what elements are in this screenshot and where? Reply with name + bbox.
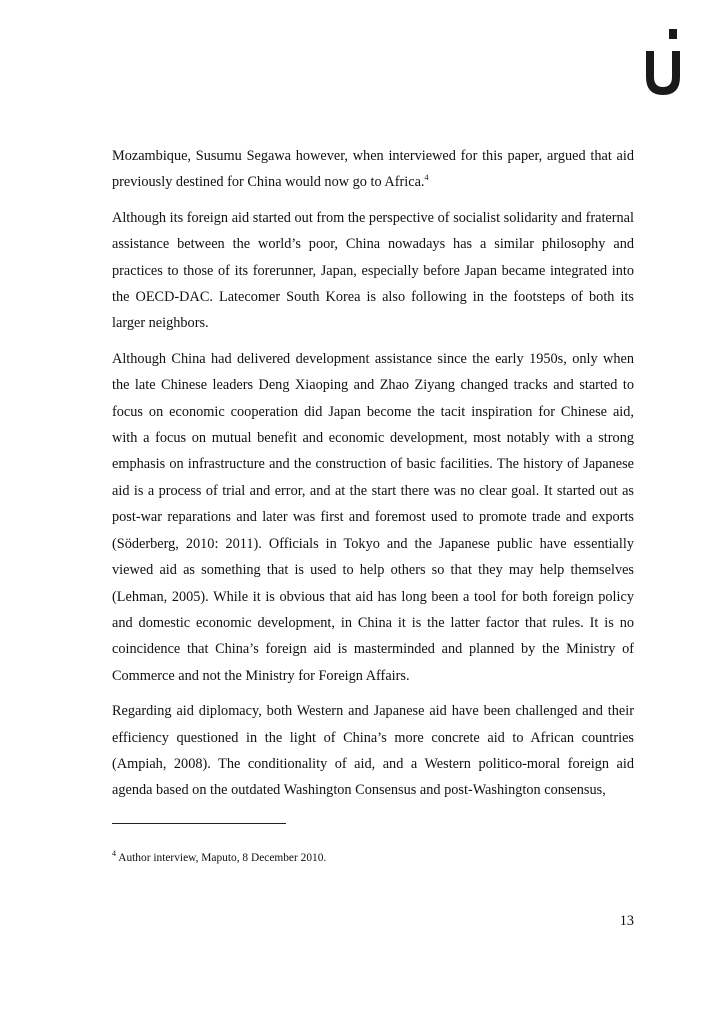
- paragraph-3: Although China had delivered development assistance since the early 1950s, only when the late Chinese leaders Deng Xiaoping and Zhao Ziyang changed tracks and started to focus on economic cooperation did Japan become the tacit inspiration for Chinese aid, with a focus on mutual benefit and economic development, most notably with a strong emphasis on infrastructure and the construction of basic facilities. The history of Japanese aid is a process of trial and error, and at the start there was no clear goal. It started out as post-war reparations and later was first and foremost used to promote trade and exports (Söderberg, 2010: 2011). Officials in Tokyo and the Japanese public have essentially viewed aid as something that is used to help others so that they may help themselves (Lehman, 2005). While it is obvious that aid has long been a tool for both foreign policy and domestic economic development, in China it is the latter factor that rules. It is no coincidence that China’s foreign aid is masterminded and planned by the Ministry of Commerce and not the Ministry for Foreign Affairs.: [112, 350, 634, 684]
- paragraph-1: [112, 143, 634, 196]
- paragraph-text: Mozambique, Susumu Segawa however, when interviewed for this paper, argued that aid previously destined for China would now go to Africa.: [112, 148, 634, 191]
- footnote-separator: [112, 823, 286, 824]
- footnote: [112, 851, 326, 865]
- paragraph-2: Although its foreign aid started out from the perspective of socialist solidarity and fraternal assistance between the world’s poor, China nowadays has a similar philosophy and practices to those of its forerunner, Japan, especially before Japan became integrated into the OECD-DAC. Latecomer South Korea is also following in the footsteps of both its larger neighbors.: [112, 209, 634, 332]
- u-logo-icon: [642, 27, 688, 99]
- footnote-ref[interactable]: 4: [424, 173, 429, 183]
- paragraph-4: Regarding aid diplomacy, both Western and Japanese aid have been challenged and their efficiency questioned in the light of China’s more concrete aid to African countries (Ampiah, 2008). The conditionality of aid, and a Western politico-moral foreign aid agenda based on the outdated Washington Consensus and post-Washington consensus,: [112, 703, 634, 799]
- footnote-number: 4: [112, 849, 116, 858]
- footnote-text: Author interview, Maputo, 8 December 2010.: [116, 852, 327, 864]
- page-number: 13: [619, 913, 634, 929]
- body-text: [112, 143, 634, 813]
